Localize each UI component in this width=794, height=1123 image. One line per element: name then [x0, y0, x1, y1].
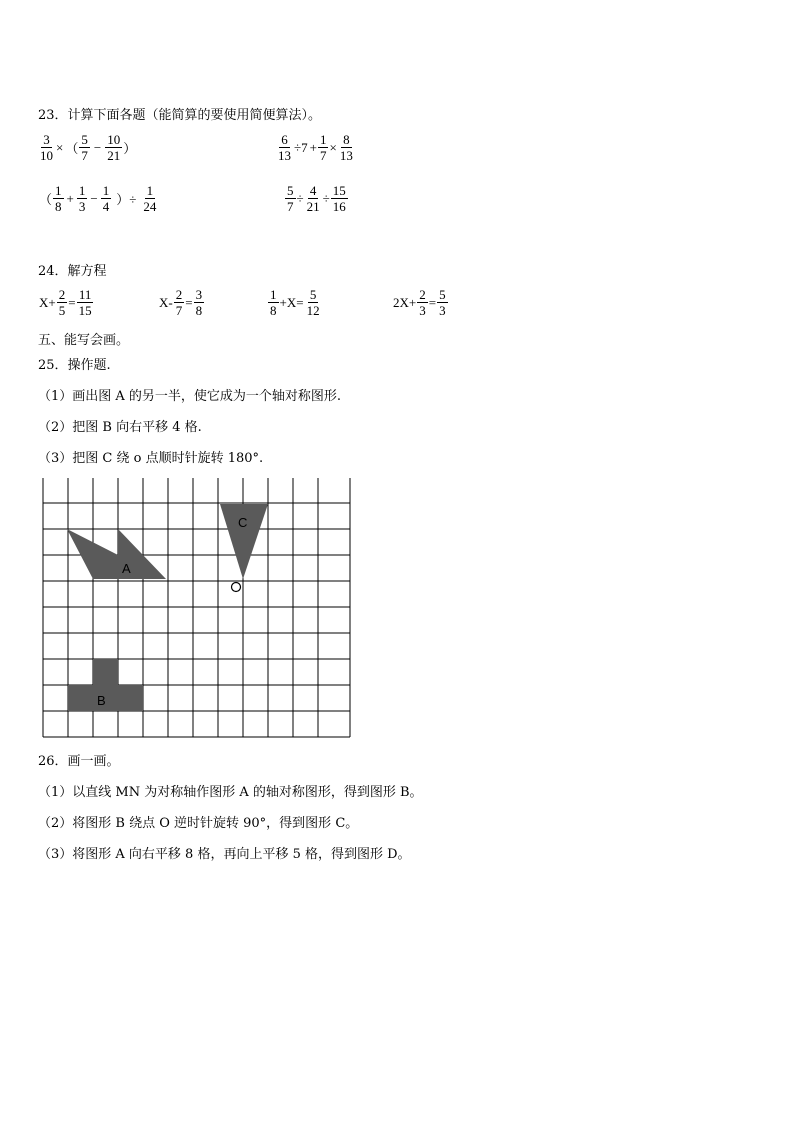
fraction: $\frac{4}{21}$ [306, 183, 320, 214]
q25-grid-figure [40, 475, 355, 740]
q23-expr-4: $\frac{5}{7}$ ÷ $\frac{4}{21}$ ÷ $\frac{15}{16}$ [287, 183, 346, 214]
fraction: $\frac{3}{8}$ [195, 287, 203, 318]
fraction: $\frac{2}{7}$ [175, 287, 183, 318]
point-o-marker [232, 583, 241, 592]
q24-equation-3: $\frac{1}{8}$ +X= $\frac{5}{12}$ [270, 287, 320, 318]
q26-item-1: （1）以直线 MN 为对称轴作图形 A 的轴对称图形，得到图形 B。 [38, 785, 423, 800]
fraction: $\frac{1}{8}$ [55, 183, 62, 214]
fraction: $\frac{5}{7}$ [81, 132, 88, 163]
fraction: $\frac{1}{24}$ [143, 183, 157, 214]
fraction: $\frac{5}{7}$ [287, 183, 294, 214]
shape-b-label: B [97, 693, 106, 708]
fraction: $\frac{8}{13}$ [339, 132, 353, 163]
q26-item-2: （2）将图形 B 绕点 O 逆时针旋转 90°，得到图形 C。 [38, 816, 359, 831]
fraction: $\frac{2}{5}$ [58, 287, 66, 318]
fraction: $\frac{10}{21}$ [107, 132, 121, 163]
q25-title: 25．操作题. [38, 358, 111, 373]
q23-expr-1: $\frac{3}{10}$ × （ $\frac{5}{7}$ − $\frac{10}{21}$ ） [40, 132, 137, 163]
q23-title: 23．计算下面各题（能简算的要使用简便算法）。 [38, 108, 322, 123]
q24-equation-4: 2X+ $\frac{2}{3}$ = $\frac{5}{3}$ [393, 287, 446, 318]
fraction: $\frac{1}{7}$ [319, 132, 327, 163]
fraction: $\frac{1}{3}$ [78, 183, 86, 214]
q24-title: 24．解方程 [38, 264, 107, 279]
q25-item-3: （3）把图 C 绕 o 点顺时针旋转 180°. [38, 451, 264, 466]
q24-equation-2: X- $\frac{2}{7}$ = $\frac{3}{8}$ [159, 287, 203, 318]
q24-equation-1: X+ $\frac{2}{5}$ = $\frac{11}{15}$ [39, 287, 92, 318]
shape-a-label: A [122, 561, 131, 576]
fraction: $\frac{1}{4}$ [102, 183, 110, 214]
shape-a [67, 529, 166, 579]
q26-item-3: （3）将图形 A 向右平移 8 格，再向上平移 5 格，得到图形 D。 [38, 847, 411, 862]
fraction: $\frac{2}{3}$ [419, 287, 426, 318]
q23-expr-3: （ $\frac{1}{8}$ + $\frac{1}{3}$ − $\frac{1}{4}$ ）÷ $\frac{1}{24}$ [39, 183, 157, 214]
fraction: $\frac{5}{3}$ [439, 287, 446, 318]
section-5-heading: 五、能写会画。 [38, 333, 130, 348]
q23-expr-2: $\frac{6}{13}$ ÷7 + $\frac{1}{7}$ × $\frac{8}{13}$ [278, 132, 353, 163]
fraction: $\frac{11}{15}$ [78, 287, 92, 318]
fraction: $\frac{15}{16}$ [332, 183, 346, 214]
shape-c-label: C [238, 515, 248, 530]
fraction: $\frac{6}{13}$ [278, 132, 291, 163]
q25-item-1: （1）画出图 A 的另一半，使它成为一个轴对称图形. [38, 389, 342, 404]
fraction: $\frac{1}{8}$ [270, 287, 277, 318]
fraction: $\frac{5}{12}$ [306, 287, 320, 318]
q26-title: 26．画一画。 [38, 754, 120, 769]
fraction: $\frac{3}{10}$ [40, 132, 53, 163]
q25-item-2: （2）把图 B 向右平移 4 格. [38, 420, 202, 435]
